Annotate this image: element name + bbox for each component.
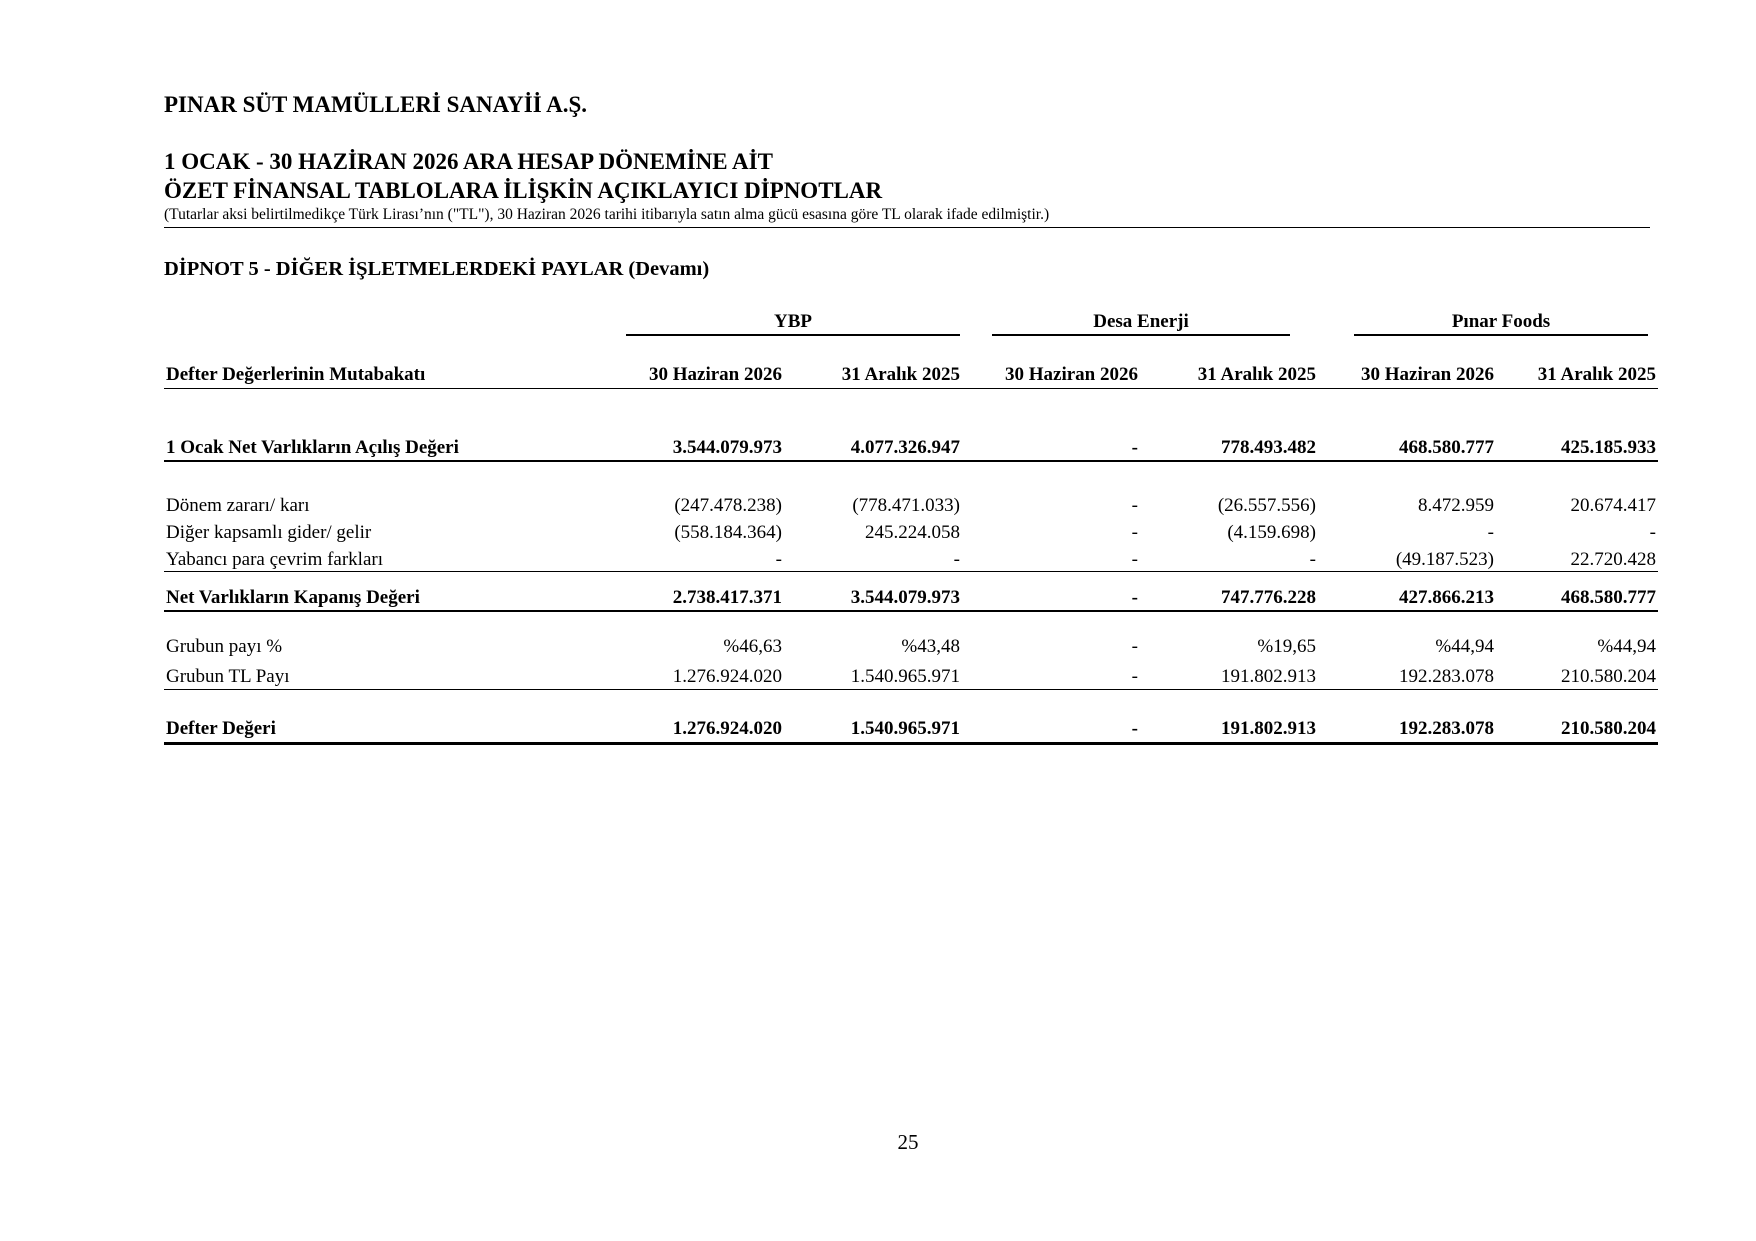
table-cell: - bbox=[604, 544, 784, 572]
table-cell: 8.472.959 bbox=[1418, 495, 1494, 516]
column-header: 31 Aralık 2025 bbox=[784, 336, 962, 389]
table-cell: - bbox=[1131, 522, 1138, 543]
label-column-header: Defter Değerlerinin Mutabakatı bbox=[164, 336, 604, 389]
table-cell: %46,63 bbox=[723, 636, 782, 657]
table-cell: 2.738.417.371 bbox=[604, 582, 784, 611]
table-cell: 468.580.777 bbox=[1318, 433, 1496, 461]
table-cell: 191.802.913 bbox=[1140, 658, 1318, 690]
table-cell: - bbox=[1131, 495, 1138, 516]
row-label: Grubun TL Payı bbox=[164, 658, 604, 690]
report-subtitle: (Tutarlar aksi belirtilmedikçe Türk Lirası’nın ("TL"), 30 Haziran 2026 tarihi itibarıyla satın alma gücü esasına göre TL olarak ifade edilmiştir.) bbox=[164, 206, 1050, 223]
table-cell: - bbox=[1131, 636, 1138, 657]
table-cell: %19,65 bbox=[1257, 636, 1316, 657]
row-label: 1 Ocak Net Varlıkların Açılış Değeri bbox=[164, 433, 604, 461]
table-cell: %44,94 bbox=[1435, 636, 1494, 657]
table-row bbox=[164, 544, 1658, 572]
column-header: 30 Haziran 2026 bbox=[962, 336, 1140, 389]
table-cell: 425.185.933 bbox=[1496, 433, 1658, 461]
column-header: 31 Aralık 2025 bbox=[1496, 336, 1658, 389]
company-name: PINAR SÜT MAMÜLLERİ SANAYİİ A.Ş. bbox=[164, 92, 588, 117]
table-row bbox=[164, 490, 1658, 517]
table-row bbox=[164, 636, 1658, 658]
table-cell: - bbox=[962, 433, 1140, 461]
table-cell: 192.283.078 bbox=[1318, 712, 1496, 744]
table-cell: 1.540.965.971 bbox=[784, 658, 962, 690]
table-cell: 1.540.965.971 bbox=[784, 712, 962, 744]
table-cell: 3.544.079.973 bbox=[784, 582, 962, 611]
reconciliation-table bbox=[164, 306, 1658, 745]
table-cell: 20.674.417 bbox=[1570, 495, 1656, 516]
table-cell: - bbox=[962, 658, 1140, 690]
column-header: 30 Haziran 2026 bbox=[604, 336, 784, 389]
column-header: 30 Haziran 2026 bbox=[1318, 336, 1496, 389]
table-cell: (247.478.238) bbox=[674, 495, 782, 516]
table-cell: 4.077.326.947 bbox=[784, 433, 962, 461]
table-cell: 778.493.482 bbox=[1140, 433, 1318, 461]
table-cell: %43,48 bbox=[901, 636, 960, 657]
row-label: Dönem zararı/ karı bbox=[166, 495, 310, 516]
column-header: 31 Aralık 2025 bbox=[1140, 336, 1318, 389]
row-label: Grubun payı % bbox=[166, 636, 283, 657]
report-title-line2: ÖZET FİNANSAL TABLOLARA İLİŞKİN AÇIKLAYICI DİPNOTLAR bbox=[164, 178, 883, 203]
table-cell: - bbox=[962, 582, 1140, 611]
table-cell: (49.187.523) bbox=[1318, 544, 1496, 572]
group-header-pinar-foods: Pınar Foods bbox=[1354, 311, 1648, 336]
row-label: Net Varlıkların Kapanış Değeri bbox=[164, 582, 604, 611]
table-cell: 22.720.428 bbox=[1496, 544, 1658, 572]
table-cell: (26.557.556) bbox=[1217, 495, 1316, 516]
group-header-desa-enerji: Desa Enerji bbox=[992, 311, 1290, 336]
table-cell: 210.580.204 bbox=[1496, 712, 1658, 744]
table-cell: (778.471.033) bbox=[852, 495, 960, 516]
table-cell: 747.776.228 bbox=[1140, 582, 1318, 611]
table-cell: - bbox=[1140, 544, 1318, 572]
table-cell: - bbox=[962, 712, 1140, 744]
table-cell: 468.580.777 bbox=[1496, 582, 1658, 611]
table-cell: 3.544.079.973 bbox=[604, 433, 784, 461]
table-cell: 427.866.213 bbox=[1318, 582, 1496, 611]
table-cell: - bbox=[784, 544, 962, 572]
table-cell: 192.283.078 bbox=[1318, 658, 1496, 690]
table-cell: - bbox=[962, 544, 1140, 572]
report-title-line1: 1 OCAK - 30 HAZİRAN 2026 ARA HESAP DÖNEMİNE AİT bbox=[164, 149, 773, 174]
table-cell: 210.580.204 bbox=[1496, 658, 1658, 690]
table-cell: 245.224.058 bbox=[865, 522, 960, 543]
section-title: DİPNOT 5 - DİĞER İŞLETMELERDEKİ PAYLAR (Devamı) bbox=[164, 258, 710, 280]
table-cell: - bbox=[1487, 522, 1494, 543]
table-cell: 191.802.913 bbox=[1140, 712, 1318, 744]
table-cell: 1.276.924.020 bbox=[604, 658, 784, 690]
table-row bbox=[164, 582, 1658, 611]
row-label: Yabancı para çevrim farkları bbox=[164, 544, 604, 572]
group-header-ybp: YBP bbox=[626, 311, 960, 336]
table-cell: %44,94 bbox=[1597, 636, 1656, 657]
table-row bbox=[164, 712, 1658, 744]
row-label: Diğer kapsamlı gider/ gelir bbox=[166, 522, 372, 543]
header-divider bbox=[164, 227, 1650, 228]
table-cell: (558.184.364) bbox=[674, 522, 782, 543]
table-row bbox=[164, 658, 1658, 690]
page-number: 25 bbox=[897, 1130, 919, 1154]
table-cell: - bbox=[1649, 522, 1656, 543]
row-label: Defter Değeri bbox=[164, 712, 604, 744]
table-row bbox=[164, 517, 1658, 544]
table-cell: 1.276.924.020 bbox=[604, 712, 784, 744]
column-header-row bbox=[164, 336, 1658, 389]
group-header-row bbox=[164, 306, 1658, 336]
table-cell: (4.159.698) bbox=[1227, 522, 1316, 543]
table-row bbox=[164, 433, 1658, 461]
